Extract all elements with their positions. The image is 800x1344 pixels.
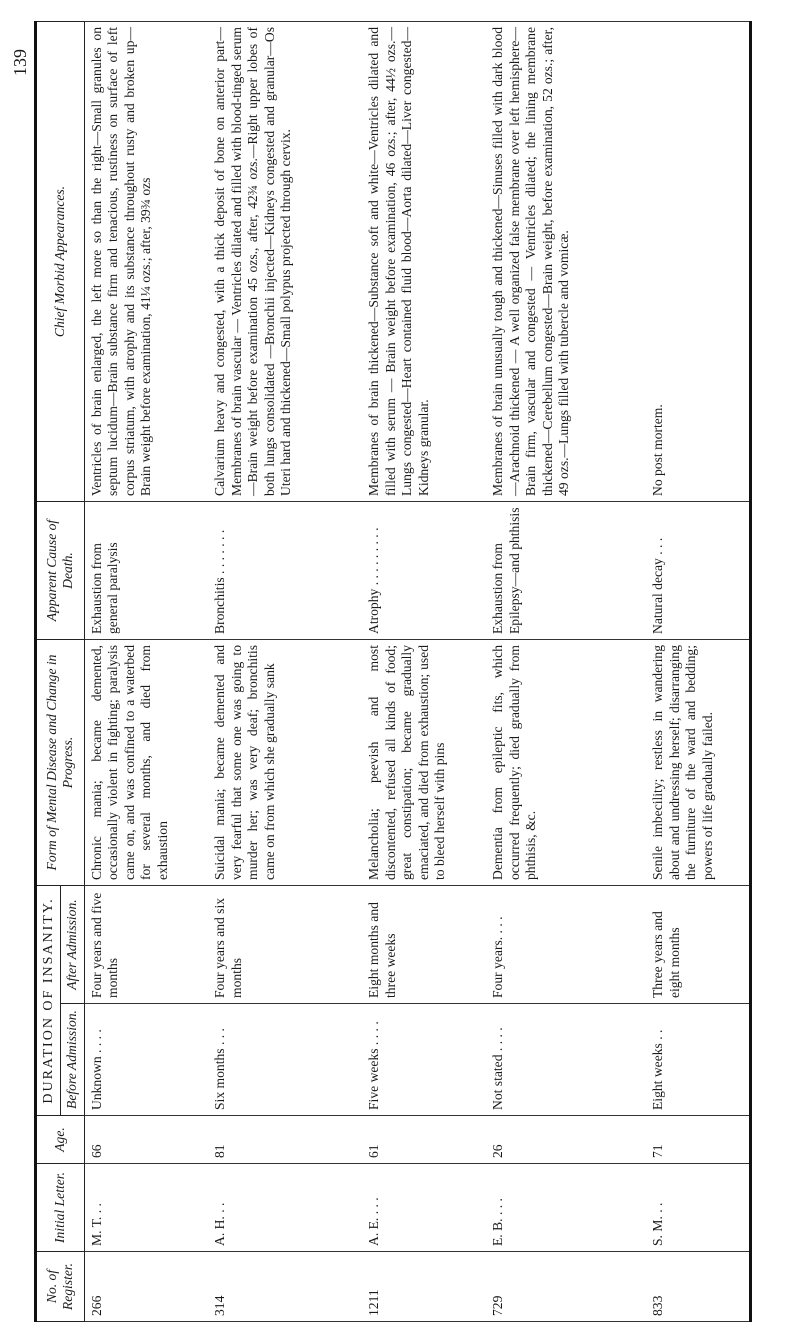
cell-age: 71	[646, 1116, 750, 1164]
header-form: Form of Mental Disease and Change in Progress.	[36, 640, 85, 886]
cell-before: Six months . . .	[208, 1004, 362, 1116]
cell-before: Eight weeks . .	[646, 1004, 750, 1116]
cell-cause: Natural decay . . .	[646, 502, 750, 640]
cell-initial: E. B. . . .	[486, 1164, 646, 1252]
cell-morbid: Calvarium heavy and congested, with a thick deposit of bone on anterior part—Membranes of brain vascular — Ventricles dilated and filled with blood-tinged serum—Brain weight before examination 45 ozs., after, 42¾ ozs.—Right upper lobes of both lungs consolidated —Bronchii injected—Kidneys congested and granular—Os Uteri hard and thickened—Small polypus projected through cervix.	[208, 22, 362, 502]
cell-form: Chronic mania; became demented, occasionally violent in fighting; paralysis came on, and was confined to a waterbed for several months, and died from exhaustion	[84, 640, 208, 886]
table-row	[84, 22, 208, 1322]
cell-age: 26	[486, 1116, 646, 1164]
cell-morbid: Membranes of brain unusually tough and thickened—Sinuses filled with dark blood—Arachnoid thickened — A well organized false membrane over left hemisphere—Brain firm, vascular and congested — Ventricles dilated; the lining membrane thickened—Cerebellum congested—Brain weight, before examination, 52 ozs.; after, 49 ozs.—Lungs filled with tubercle and vomicæ.	[486, 22, 646, 502]
header-initial: Initial Letter.	[36, 1164, 85, 1252]
cell-after: Four years. . . .	[486, 886, 646, 1004]
cell-cause: Exhaustion from Epilepsy—and phthisis	[486, 502, 646, 640]
mortality-table	[34, 21, 752, 1322]
cell-form: Suicidal mania; became demented and very fearful that some one was going to murder her; was very deaf; bronchitis came on from which she gradually sank	[208, 640, 362, 886]
header-age: Age.	[36, 1116, 85, 1164]
cell-cause: Bronchitis . . . . . . .	[208, 502, 362, 640]
header-register: No. of Register.	[36, 1252, 85, 1322]
cell-age: 61	[362, 1116, 486, 1164]
page-number: 139	[10, 49, 30, 76]
cell-cause: Exhaustion from general paralysis	[84, 502, 208, 640]
header-row-top	[36, 22, 61, 1322]
table-row	[362, 22, 486, 1322]
table-row	[208, 22, 362, 1322]
cell-initial: A. E. . . .	[362, 1164, 486, 1252]
cell-age: 81	[208, 1116, 362, 1164]
cell-morbid: No post mortem.	[646, 22, 750, 502]
cell-register: 314	[208, 1252, 362, 1322]
cell-after: Four years and six months	[208, 886, 362, 1004]
header-duration-group: DURATION OF INSANITY.	[36, 886, 61, 1116]
cell-morbid: Membranes of brain thickened—Substance soft and white—Ventricles dilated and filled with serum — Brain weight before examination, 46 ozs.; after, 44½ ozs.—Lungs congested—Heart contained fluid blood—Aorta dilated—Liver congested—Kidneys granular.	[362, 22, 486, 502]
cell-register: 729	[486, 1252, 646, 1322]
cell-after: Four years and five months	[84, 886, 208, 1004]
table-row	[646, 22, 750, 1322]
cell-before: Not stated . . . .	[486, 1004, 646, 1116]
table-row	[486, 22, 646, 1322]
cell-cause: Atrophy . . . . . . . . .	[362, 502, 486, 640]
cell-register: 1211	[362, 1252, 486, 1322]
header-after: After Admission.	[61, 886, 85, 1004]
cell-initial: S. M. . .	[646, 1164, 750, 1252]
cell-form: Dementia from epileptic fits, which occurred frequently; died gradually from phthisis, &c.	[486, 640, 646, 886]
cell-age: 66	[84, 1116, 208, 1164]
cell-register: 266	[84, 1252, 208, 1322]
cell-initial: M. T. . .	[84, 1164, 208, 1252]
header-before: Before Admission.	[61, 1004, 85, 1116]
cell-after: Eight months and three weeks	[362, 886, 486, 1004]
header-morbid: Chief Morbid Appearances.	[36, 22, 85, 502]
cell-before: Unknown . . . .	[84, 1004, 208, 1116]
cell-register: 833	[646, 1252, 750, 1322]
cell-initial: A. H. . .	[208, 1164, 362, 1252]
cell-form: Senile imbecility; restless in wandering about and undressing herself; disarranging the furniture of the ward and bedding; powers of life gradually failed.	[646, 640, 750, 886]
cell-morbid: Ventricles of brain enlarged, the left more so than the right—Small granules on septum lucidum—Brain substance firm and tenacious, rustiness on surface of left corpus striatum, with atrophy and its substance throughout rusty and broken up—Brain weight before examination, 41¼ ozs.; after, 39¾ ozs	[84, 22, 208, 502]
cell-before: Five weeks . . . .	[362, 1004, 486, 1116]
cell-after: Three years and eight months	[646, 886, 750, 1004]
cell-form: Melancholia; peevish and most discontented, refused all kinds of food; great constipation; became gradually emaciated, and died from exhaustion; used to bleed herself with pins	[362, 640, 486, 886]
header-cause: Apparent Cause of Death.	[36, 502, 85, 640]
